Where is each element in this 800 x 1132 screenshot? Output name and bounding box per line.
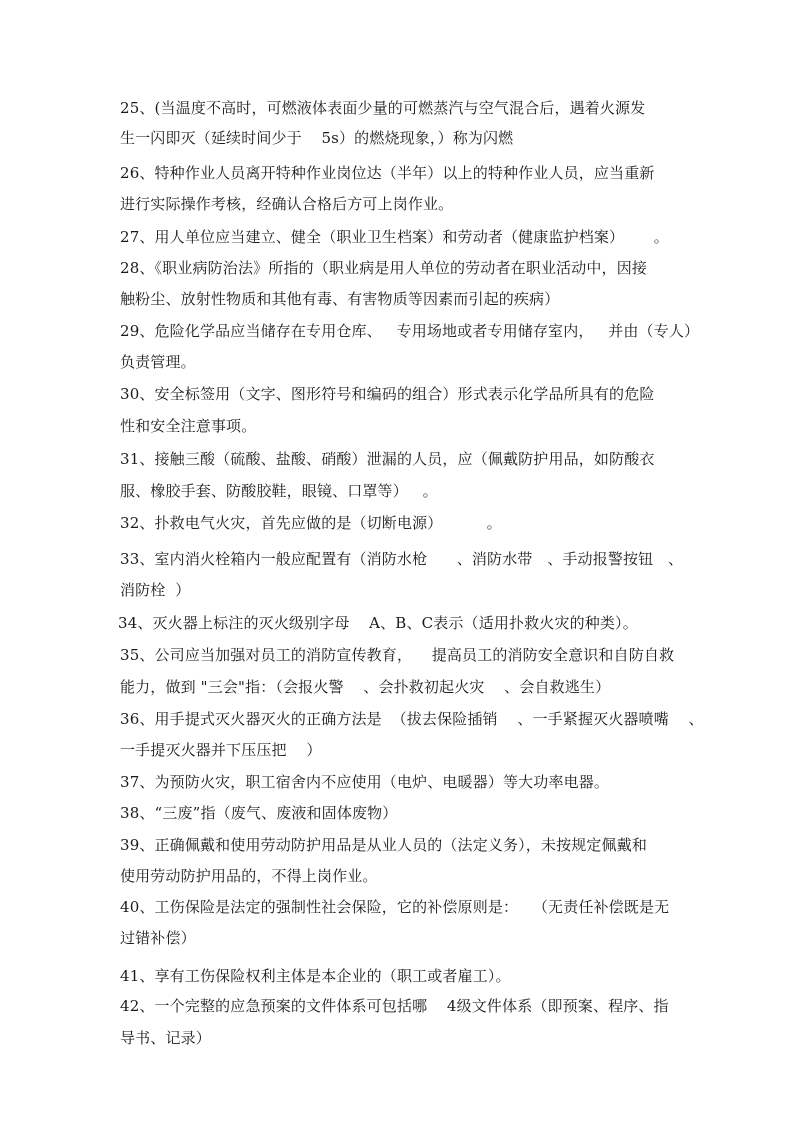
q42-line-1: 42、一个完整的应急预案的文件体系可包括哪 4级文件体系（即预案、程序、指 — [120, 997, 669, 1015]
q40-line-1: 40、工伤保险是法定的强制性社会保险，它的补偿原则是： （无责任补偿既是无 — [120, 898, 670, 916]
q29-line-1: 29、危险化学品应当储存在专用仓库、 专用场地或者专用储存室内， 并由（专人） — [120, 322, 700, 340]
q26-line-2: 进行实际操作考核，经确认合格后方可上岗作业。 — [120, 195, 454, 213]
q36-line-2: 一手提灭火器并下压压把 ） — [120, 741, 322, 759]
q34-line-1: 34、灭火器上标注的灭火级别字母 A、B、C表示（适用扑救火灾的种类）。 — [118, 614, 638, 632]
q37-line-1: 37、为预防火灾，职工宿舍内不应使用（电炉、电暖器）等大功率电器。 — [120, 773, 610, 791]
q27-line-1: 27、用人单位应当建立、健全（职业卫生档案）和劳动者（健康监护档案） 。 — [120, 228, 669, 246]
q25-line-1: 25、(当温度不高时，可燃液体表面少量的可燃蒸汽与空气混合后，遇着火源发 — [120, 99, 646, 117]
q25-line-2: 生一闪即灭（延续时间少于 5s）的燃烧现象，）称为闪燃 — [120, 129, 514, 147]
q39-line-2: 使用劳动防护用品的，不得上岗作业。 — [120, 867, 378, 885]
q26-line-1: 26、特种作业人员离开特种作业岗位达（半年）以上的特种作业人员，应当重新 — [120, 164, 655, 182]
q36-line-1: 36、用手提式灭火器灭火的正确方法是 （拔去保险插销 、一手紧握灭火器喷嘴 、 — [120, 710, 704, 728]
q41-line-1: 41、享有工伤保险权利主体是本企业的（职工或者雇工）。 — [120, 967, 511, 985]
q39-line-1: 39、正确佩戴和使用劳动防护用品是从业人员的（法定义务），未按规定佩戴和 — [120, 836, 647, 854]
q38-line-1: 38、“三废”指（废气、废液和固体废物） — [120, 804, 398, 822]
q31-line-2: 服、橡胶手套、防酸胶鞋，眼镜、口罩等） 。 — [120, 482, 438, 500]
q35-line-1: 35、公司应当加强对员工的消防宣传教育， 提高员工的消防安全意识和自防自救 — [120, 646, 675, 664]
q30-line-2: 性和安全注意事项。 — [120, 417, 257, 435]
q32-line-1: 32、扑救电气火灾，首先应做的是（切断电源） 。 — [120, 514, 502, 532]
q28-line-1: 28、《职业病防治法》所指的（职业病是用人单位的劳动者在职业活动中，因接 — [120, 259, 647, 277]
q28-line-2: 触粉尘、放射性物质和其他有毒、有害物质等因素而引起的疾病） — [120, 290, 560, 308]
q42-line-2: 导书、记录） — [120, 1029, 211, 1047]
q31-line-1: 31、接触三酸（硫酸、盐酸、硝酸）泄漏的人员，应（佩戴防护用品，如防酸衣 — [120, 450, 655, 468]
q33-line-1: 33、室内消火栓箱内一般应配置有（消防水枪 、消防水带 、手动报警按钮 、 — [120, 550, 684, 568]
q29-line-2: 负责管理。 — [120, 353, 196, 371]
q30-line-1: 30、安全标签用（文字、图形符号和编码的组合）形式表示化学品所具有的危险 — [120, 385, 655, 403]
q33-line-2: 消防栓 ） — [120, 581, 191, 599]
q35-line-2: 能力，做到 "三会"指：（会报火警 、会扑救初起火灾 、会自救逃生） — [120, 678, 611, 696]
q40-line-2: 过错补偿） — [120, 929, 196, 947]
